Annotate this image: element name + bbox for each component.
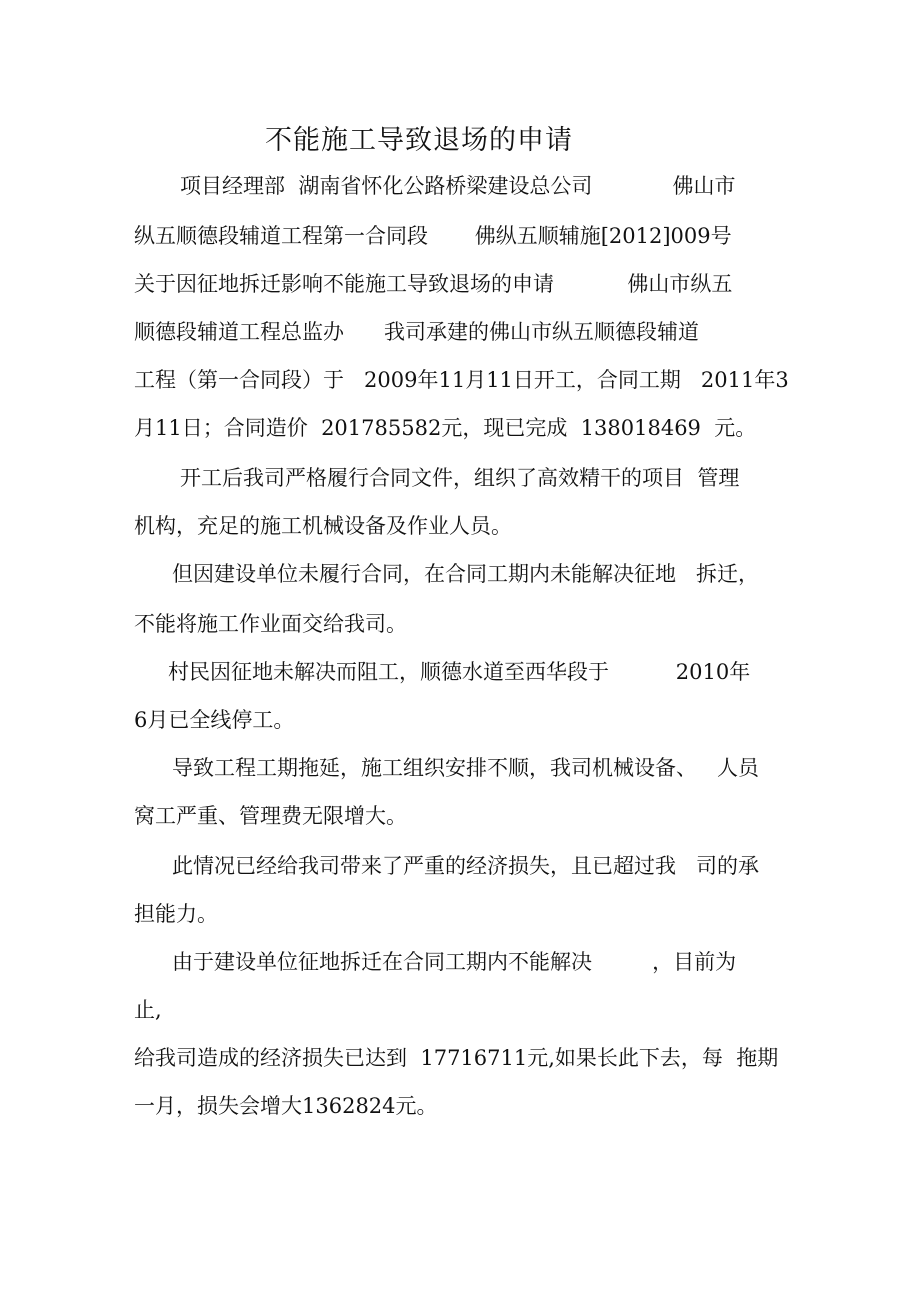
document-title: 不能施工导致退场的申请 [265, 125, 573, 156]
text-line-6: 月11日；合同造价 201785582元，现已完成 138018469 元。 [134, 416, 757, 440]
text-line-4: 顺德段辅道工程总监办 我司承建的佛山市纵五顺德段辅道 [134, 320, 700, 344]
text-line-13: 导致工程工期拖延，施工组织安排不顺，我司机械设备、 人员 [172, 756, 760, 780]
text-line-15: 此情况已经给我司带来了严重的经济损失，且已超过我 司的承 [172, 854, 760, 878]
text-line-10: 不能将施工作业面交给我司。 [134, 612, 407, 636]
text-line-5: 工程（第一合同段）于 2009年11月11日开工，合同工期 2011年3 [134, 368, 789, 392]
text-line-20: 一月，损失会增大1362824元。 [134, 1094, 438, 1118]
text-line-16: 担能力。 [134, 902, 218, 926]
text-line-11: 村民因征地未解决而阻工，顺德水道至西华段于 2010年 [168, 660, 751, 684]
text-line-12: 6月已全线停工。 [134, 708, 295, 732]
text-line-2: 纵五顺德段辅道工程第一合同段 佛纵五顺辅施[2012]009号 [134, 224, 732, 248]
text-line-9: 但因建设单位未履行合同，在合同工期内未能解决征地 拆迁， [172, 562, 760, 586]
text-line-18: 止, [134, 998, 162, 1022]
text-line-8: 机构，充足的施工机械设备及作业人员。 [134, 514, 512, 538]
text-line-17: 由于建设单位征地拆迁在合同工期内不能解决 ，目前为 [172, 950, 737, 974]
text-line-1: 项目经理部 湖南省怀化公路桥梁建设总公司 佛山市 [180, 174, 736, 198]
text-line-3: 关于因征地拆迁影响不能施工导致退场的申请 佛山市纵五 [134, 272, 733, 296]
text-line-14: 窝工严重、管理费无限增大。 [134, 804, 407, 828]
text-line-7: 开工后我司严格履行合同文件，组织了高效精干的项目 管理 [180, 466, 740, 490]
text-line-19: 给我司造成的经济损失已达到 17716711元,如果长此下去，每 拖期 [134, 1046, 779, 1070]
